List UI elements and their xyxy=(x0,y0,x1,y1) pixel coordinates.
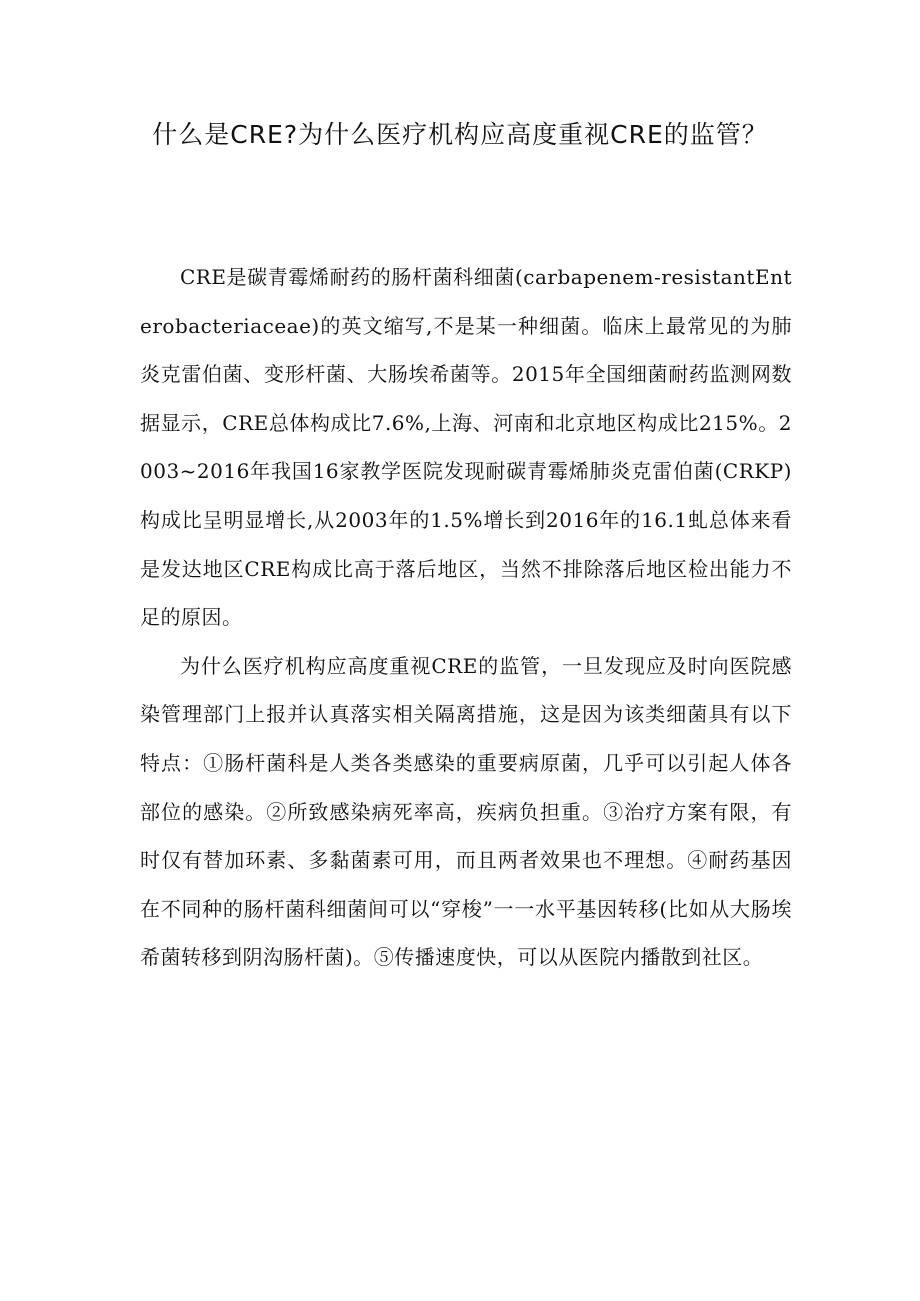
paragraph-cre-definition: CRE是碳青霉烯耐药的肠杆菌科细菌(carbapenem-resistantEnterobacteriaceae)的英文缩写,不是某一种细菌。临床上最常见的为肺炎克雷伯菌、变形杆菌、大肠埃希菌等。2015年全国细菌耐药监测网数据显示，CRE总体构成比7.6%,上海、河南和北京地区构成比215%。2003~2016年我国16家教学医院发现耐碳青霉烯肺炎克雷伯菌(CRKP)构成比呈明显增长,从2003年的1.5%增长到2016年的16.1虬总体来看是发达地区CRE构成比高于落后地区，当然不排除落后地区检出能力不足的原因。 xyxy=(140,265,792,630)
document-title: 什么是CRE?为什么医疗机构应高度重视CRE的监管？ xyxy=(152,120,768,149)
paragraph-cre-importance: 为什么医疗机构应高度重视CRE的监管，一旦发现应及时向医院感染管理部门上报并认真落实相关隔离措施，这是因为该类细菌具有以下特点：①肠杆菌科是人类各类感染的重要病原菌，几乎可以引起人体各部位的感染。②所致感染病死率高，疾病负担重。③治疗方案有限，有时仅有替加环素、多黏菌素可用，而且两者效果也不理想。④耐药基因在不同种的肠杆菌科细菌间可以“穿梭”一一水平基因转移(比如从大肠埃希菌转移到阴沟肠杆菌)。⑤传播速度快，可以从医院内播散到社区。 xyxy=(140,653,792,970)
document-body xyxy=(140,253,792,982)
